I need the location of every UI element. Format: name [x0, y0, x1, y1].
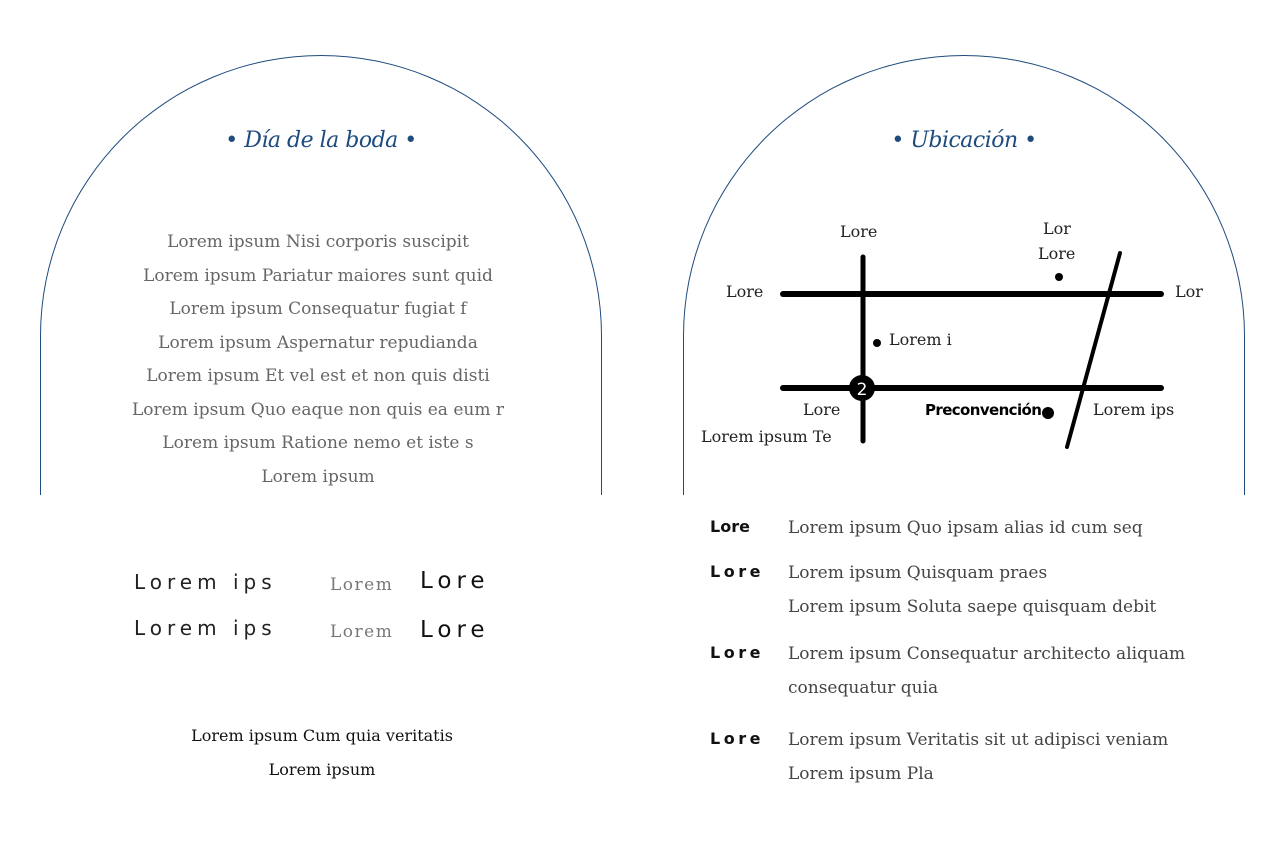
paragraph-line: Lorem ipsum Pariatur maiores sunt quid — [143, 265, 493, 286]
map-label-top-right-1: Lor — [1043, 219, 1071, 238]
schedule-line: consequatur quia — [788, 678, 939, 698]
date-row-text-b: Lore — [420, 617, 490, 643]
map-label-left-bottom: Lore — [803, 400, 841, 419]
paragraph-line: Lorem ipsum Nisi corporis suscipit — [167, 232, 469, 252]
date-row-text-mid: Lorem — [330, 575, 394, 595]
schedule-label: Lore — [710, 562, 764, 581]
map-label-top-right-2: Lore — [1038, 244, 1076, 263]
schedule-label: Lore — [710, 643, 764, 662]
paragraph-line: Lorem ipsum — [261, 466, 375, 487]
paragraph-line: Lorem ipsum Consequatur fugiat f — [169, 299, 467, 319]
closing-line-1: Lorem ipsum Cum quia veritatis — [191, 726, 453, 745]
paragraph-line: Lorem ipsum Et vel est et non quis disti — [146, 366, 490, 386]
paragraph-line: Lorem ipsum Aspernatur repudianda — [158, 332, 478, 353]
schedule-line: Lorem ipsum Pla — [788, 764, 934, 784]
schedule-text — [788, 637, 1185, 705]
date-row-text-a: Lorem ips — [134, 616, 277, 640]
schedule-line: Lorem ipsum Soluta saepe quisquam debit — [788, 597, 1157, 617]
schedule-line: Lorem ipsum Consequatur architecto aliquam — [788, 644, 1186, 664]
schedule-text — [788, 723, 1168, 791]
map-label-left-top: Lore — [726, 282, 764, 301]
paragraph-line: Lorem ipsum Quo eaque non quis ea eum r — [132, 399, 504, 420]
location-title: • Ubicación • — [891, 128, 1037, 153]
map-label-top-center: Lore — [840, 222, 878, 241]
map-point-middle — [873, 339, 881, 347]
schedule-label: Lore — [710, 729, 764, 748]
schedule-label: Lore — [710, 517, 750, 536]
schedule-line: Lorem ipsum Quo ipsam alias id cum seq — [788, 518, 1143, 538]
schedule-text — [788, 556, 1156, 624]
schedule-line: Lorem ipsum Quisquam praes — [788, 563, 1048, 583]
schedule-text — [788, 511, 1143, 545]
wedding-day-title: • Día de la boda • — [225, 128, 417, 153]
map-label-middle: Lorem i — [889, 330, 952, 349]
map-point-top — [1055, 273, 1063, 281]
map-venue-point — [1042, 407, 1054, 419]
date-row-text-b: Lore — [420, 568, 490, 594]
closing-line-2: Lorem ipsum — [268, 760, 376, 779]
schedule-line: Lorem ipsum Veritatis sit ut adipisci veniam — [788, 730, 1169, 750]
date-row-text-a: Lorem ips — [134, 570, 277, 594]
date-row-text-mid: Lorem — [330, 622, 394, 642]
map-label-venue: Preconvención — [925, 401, 1042, 419]
map-label-right-top: Lor — [1175, 282, 1203, 301]
map-label-right-bottom: Lorem ips — [1093, 400, 1175, 419]
map-marker-number: 2 — [856, 380, 868, 400]
map-label-bottom-left: Lorem ipsum Te — [701, 427, 832, 446]
paragraph-line: Lorem ipsum Ratione nemo et iste s — [162, 433, 474, 453]
